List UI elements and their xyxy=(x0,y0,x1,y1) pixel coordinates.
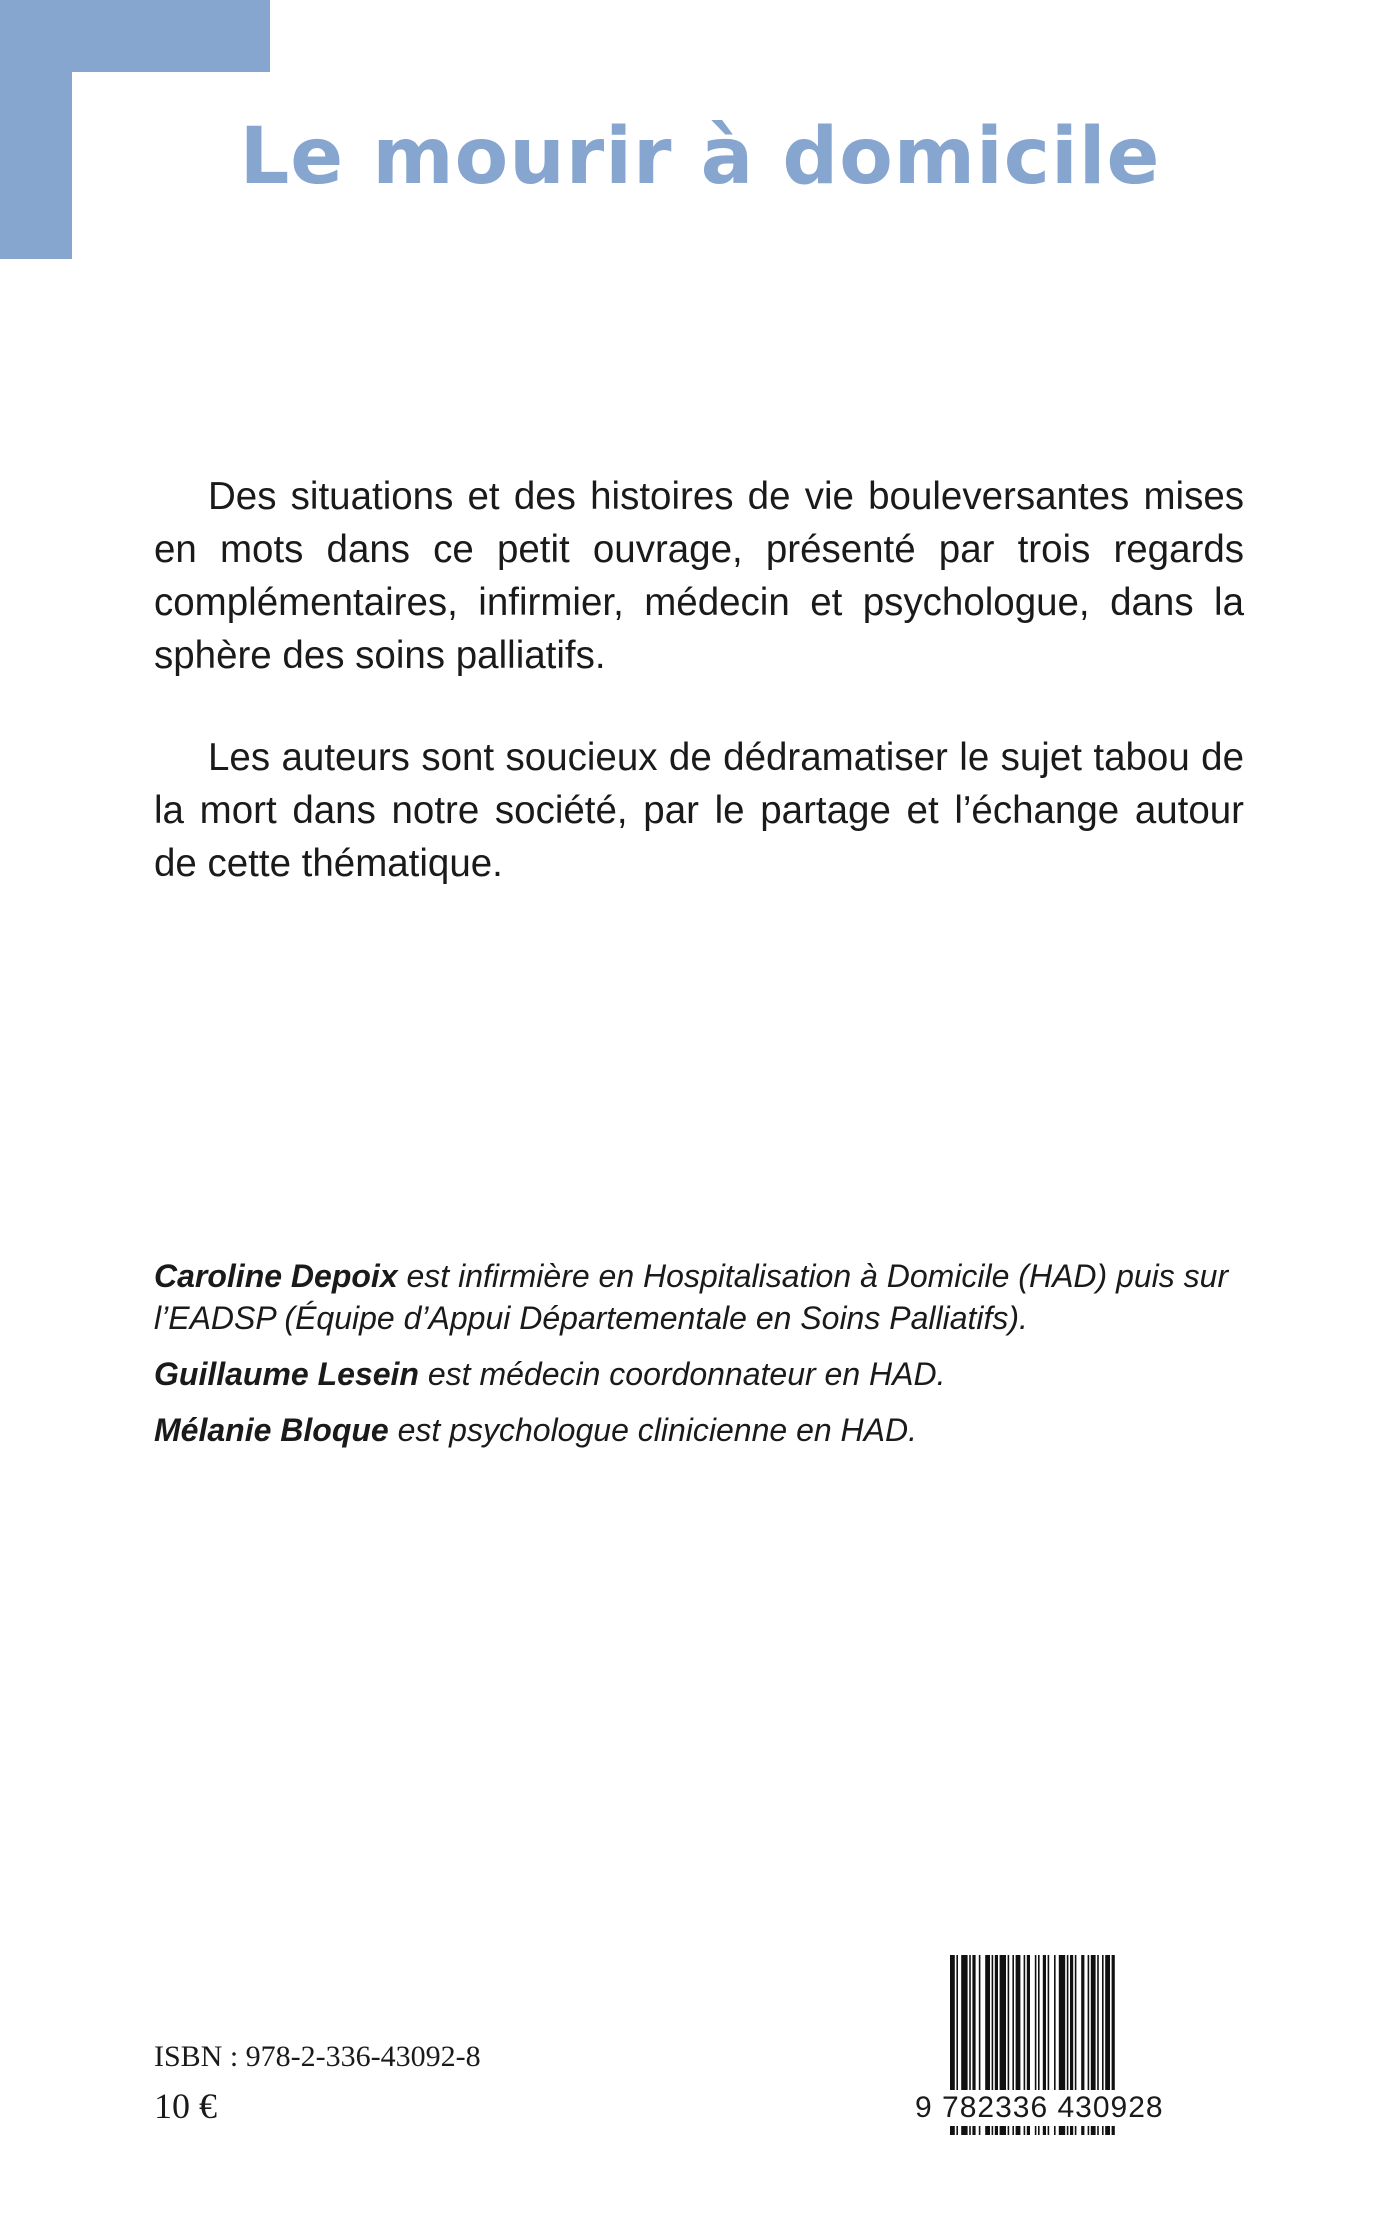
author-name: Mélanie Bloque xyxy=(154,1412,389,1448)
author-entry xyxy=(154,1255,1254,1339)
barcode-digits: 9 782336 430928 xyxy=(915,2090,1245,2126)
isbn-label: ISBN : 978-2-336-43092-8 xyxy=(154,2040,481,2073)
blurb-paragraph-1: Des situations et des histoires de vie bouleversantes mises en mots dans ce petit ouvrage, présenté par trois regards complémentaires, infirmier, médecin et psychologue, dans la sphère des soins palliatifs. xyxy=(154,475,1244,677)
author-bios xyxy=(154,1255,1254,1465)
author-name: Caroline Depoix xyxy=(154,1258,398,1294)
author-bio: est infirmière en Hospitalisation à Domicile (HAD) puis sur l’EADSP (Équipe d’Appui Départementale en Soins Palliatifs). xyxy=(154,1258,1229,1336)
author-bio: est psychologue clinicienne en HAD. xyxy=(397,1412,917,1448)
author-entry xyxy=(154,1353,1254,1395)
blurb-paragraph-2: Les auteurs sont soucieux de dédramatiser le sujet tabou de la mort dans notre société, par le partage et l’échange autour de cette thématique. xyxy=(154,736,1244,885)
price-label: 10 € xyxy=(154,2086,217,2126)
book-title: Le mourir à domicile xyxy=(239,112,1161,202)
author-entry xyxy=(154,1409,1254,1451)
author-name: Guillaume Lesein xyxy=(154,1356,419,1392)
author-bio: est médecin coordonnateur en HAD. xyxy=(427,1356,946,1392)
